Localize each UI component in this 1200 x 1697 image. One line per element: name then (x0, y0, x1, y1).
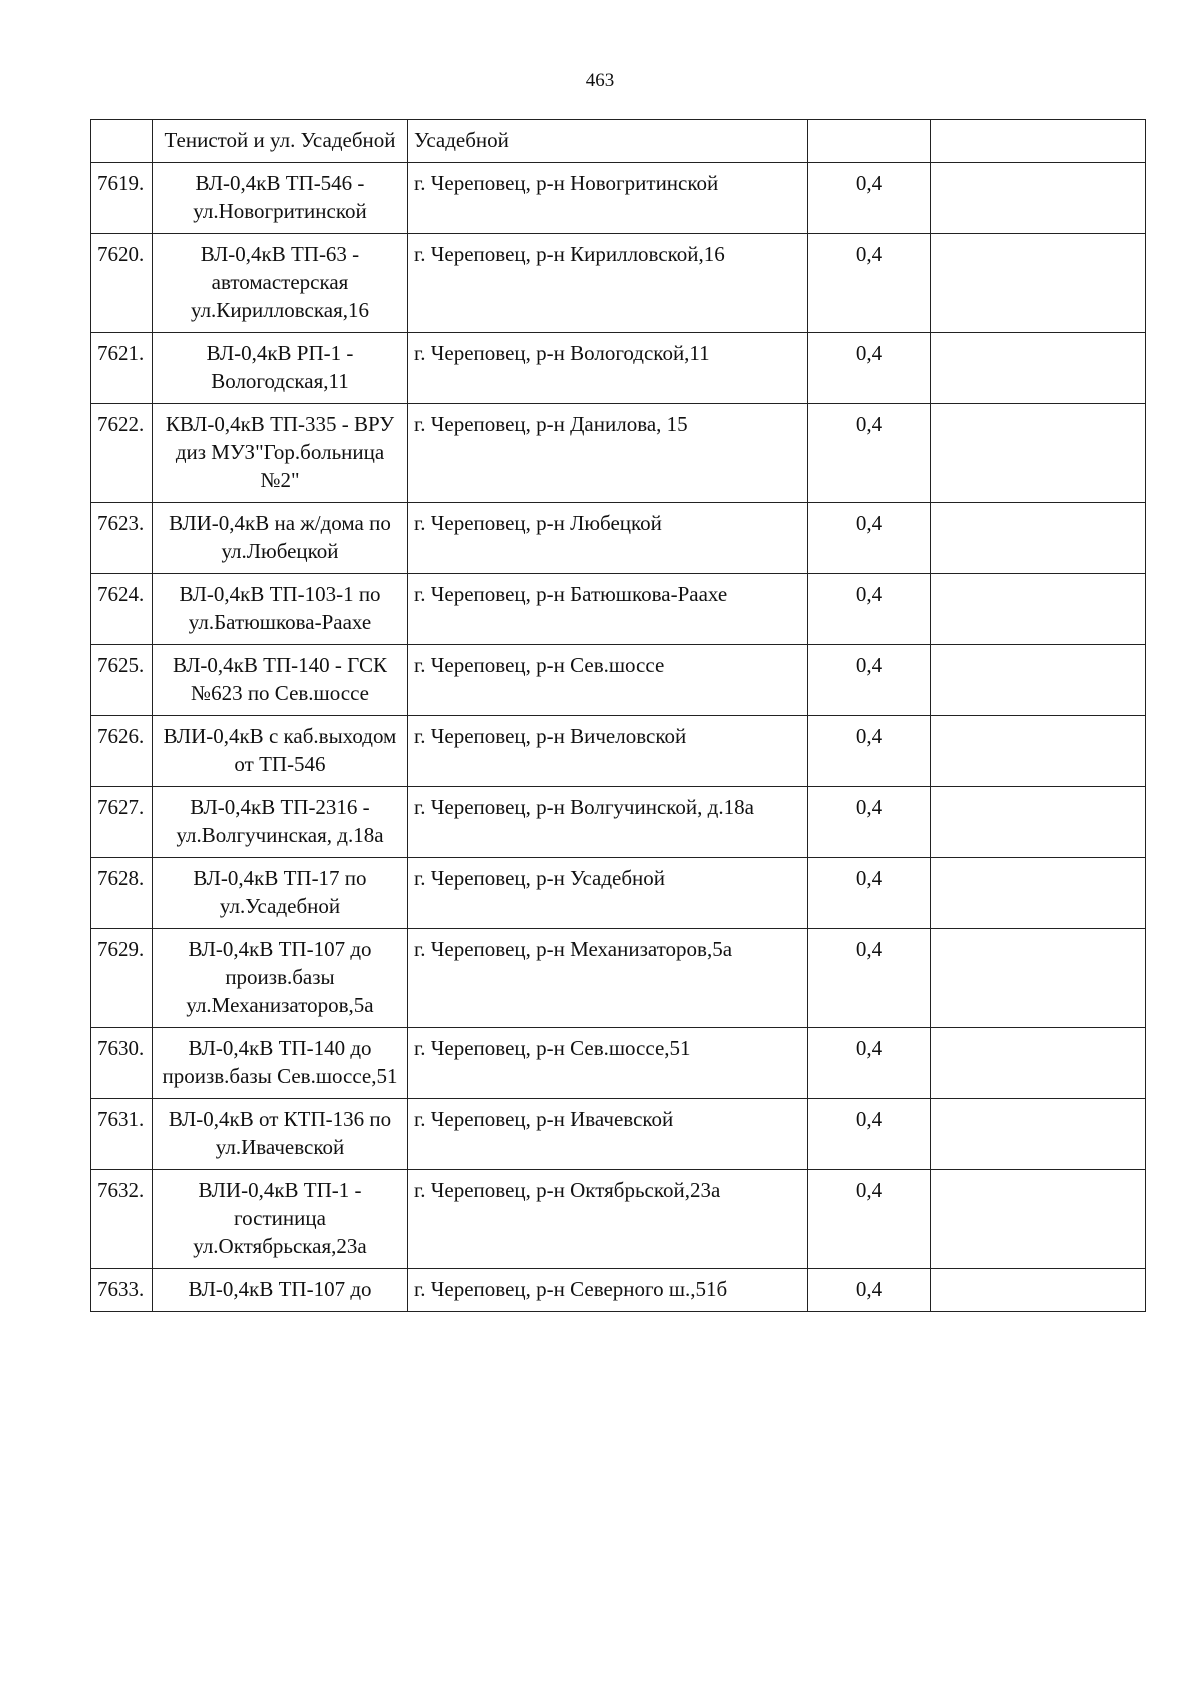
line-name: ВЛИ-0,4кВ ТП-1 - гостиница ул.Октябрьская,23а (153, 1170, 408, 1269)
voltage-value: 0,4 (808, 929, 931, 1028)
voltage-value: 0,4 (808, 1170, 931, 1269)
line-address: г. Череповец, р-н Ивачевской (408, 1099, 808, 1170)
line-address: г. Череповец, р-н Северного ш.,51б (408, 1269, 808, 1312)
row-number: 7629. (91, 929, 153, 1028)
voltage-value: 0,4 (808, 234, 931, 333)
table-row (91, 716, 1146, 787)
table-row (91, 163, 1146, 234)
page-number: 463 (585, 70, 615, 91)
line-name: ВЛ-0,4кВ ТП-140 - ГСК №623 по Сев.шоссе (153, 645, 408, 716)
extra-cell (931, 1269, 1146, 1312)
line-address: г. Череповец, р-н Сев.шоссе,51 (408, 1028, 808, 1099)
extra-cell (931, 333, 1146, 404)
line-address: г. Череповец, р-н Кирилловской,16 (408, 234, 808, 333)
voltage-value: 0,4 (808, 858, 931, 929)
line-address: г. Череповец, р-н Новогритинской (408, 163, 808, 234)
line-address: г. Череповец, р-н Октябрьской,23а (408, 1170, 808, 1269)
line-address: г. Череповец, р-н Батюшкова-Раахе (408, 574, 808, 645)
table-row (91, 404, 1146, 503)
extra-cell (931, 858, 1146, 929)
table-body (91, 120, 1146, 1312)
extra-cell (931, 1170, 1146, 1269)
row-number: 7633. (91, 1269, 153, 1312)
row-number: 7620. (91, 234, 153, 333)
voltage-value: 0,4 (808, 716, 931, 787)
table-row (91, 787, 1146, 858)
line-name: ВЛ-0,4кВ ТП-63 - автомастерская ул.Кирилловская,16 (153, 234, 408, 333)
line-address: г. Череповец, р-н Любецкой (408, 503, 808, 574)
line-name: ВЛ-0,4кВ ТП-103-1 по ул.Батюшкова-Раахе (153, 574, 408, 645)
table-row (91, 929, 1146, 1028)
table-row (91, 333, 1146, 404)
line-name: ВЛ-0,4кВ ТП-546 - ул.Новогритинской (153, 163, 408, 234)
line-address: г. Череповец, р-н Данилова, 15 (408, 404, 808, 503)
row-number (91, 120, 153, 163)
extra-cell (931, 1099, 1146, 1170)
table-row (91, 858, 1146, 929)
line-name: ВЛ-0,4кВ ТП-17 по ул.Усадебной (153, 858, 408, 929)
row-number: 7625. (91, 645, 153, 716)
extra-cell (931, 503, 1146, 574)
extra-cell (931, 574, 1146, 645)
line-address: г. Череповец, р-н Механизаторов,5а (408, 929, 808, 1028)
voltage-value: 0,4 (808, 645, 931, 716)
extra-cell (931, 787, 1146, 858)
voltage-value: 0,4 (808, 1269, 931, 1312)
row-number: 7631. (91, 1099, 153, 1170)
extra-cell (931, 1028, 1146, 1099)
row-number: 7626. (91, 716, 153, 787)
voltage-value (808, 120, 931, 163)
voltage-value: 0,4 (808, 333, 931, 404)
extra-cell (931, 234, 1146, 333)
line-name: Тенистой и ул. Усадебной (153, 120, 408, 163)
row-number: 7621. (91, 333, 153, 404)
voltage-value: 0,4 (808, 574, 931, 645)
table-row (91, 234, 1146, 333)
row-number: 7619. (91, 163, 153, 234)
table-row (91, 1269, 1146, 1312)
line-name: ВЛ-0,4кВ ТП-2316 - ул.Волгучинская, д.18а (153, 787, 408, 858)
line-address: г. Череповец, р-н Вичеловской (408, 716, 808, 787)
extra-cell (931, 120, 1146, 163)
extra-cell (931, 716, 1146, 787)
line-name: ВЛИ-0,4кВ на ж/дома по ул.Любецкой (153, 503, 408, 574)
line-name: ВЛ-0,4кВ ТП-140 до произв.базы Сев.шоссе,51 (153, 1028, 408, 1099)
table-row (91, 1028, 1146, 1099)
row-number: 7622. (91, 404, 153, 503)
line-address: г. Череповец, р-н Волгучинской, д.18а (408, 787, 808, 858)
power-lines-table (90, 119, 1146, 1312)
extra-cell (931, 929, 1146, 1028)
table-row (91, 1170, 1146, 1269)
line-name: ВЛИ-0,4кВ с каб.выходом от ТП-546 (153, 716, 408, 787)
line-address: Усадебной (408, 120, 808, 163)
table-row (91, 645, 1146, 716)
line-name: ВЛ-0,4кВ ТП-107 до произв.базы ул.Механизаторов,5а (153, 929, 408, 1028)
row-number: 7630. (91, 1028, 153, 1099)
extra-cell (931, 163, 1146, 234)
row-number: 7623. (91, 503, 153, 574)
line-name: КВЛ-0,4кВ ТП-335 - ВРУ диз МУЗ"Гор.больница №2" (153, 404, 408, 503)
line-address: г. Череповец, р-н Усадебной (408, 858, 808, 929)
table-row (91, 120, 1146, 163)
voltage-value: 0,4 (808, 1028, 931, 1099)
voltage-value: 0,4 (808, 404, 931, 503)
table-row (91, 503, 1146, 574)
row-number: 7627. (91, 787, 153, 858)
row-number: 7624. (91, 574, 153, 645)
line-address: г. Череповец, р-н Сев.шоссе (408, 645, 808, 716)
extra-cell (931, 404, 1146, 503)
voltage-value: 0,4 (808, 503, 931, 574)
extra-cell (931, 645, 1146, 716)
line-name: ВЛ-0,4кВ ТП-107 до (153, 1269, 408, 1312)
table-row (91, 1099, 1146, 1170)
row-number: 7632. (91, 1170, 153, 1269)
voltage-value: 0,4 (808, 787, 931, 858)
line-name: ВЛ-0,4кВ от КТП-136 по ул.Ивачевской (153, 1099, 408, 1170)
table-row (91, 574, 1146, 645)
voltage-value: 0,4 (808, 1099, 931, 1170)
line-name: ВЛ-0,4кВ РП-1 - Вологодская,11 (153, 333, 408, 404)
voltage-value: 0,4 (808, 163, 931, 234)
row-number: 7628. (91, 858, 153, 929)
line-address: г. Череповец, р-н Вологодской,11 (408, 333, 808, 404)
